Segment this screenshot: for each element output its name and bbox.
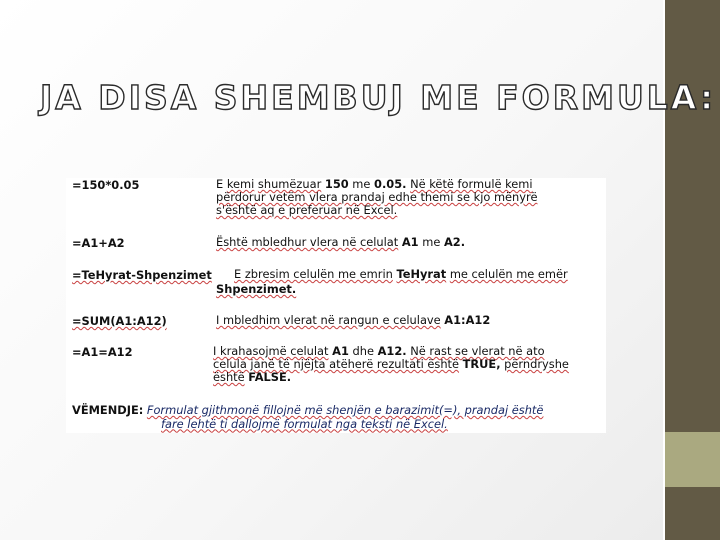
formula-text: =A1+A2	[72, 236, 125, 250]
formula-description: Është mbledhur vlera në celulat A1 me A2.	[216, 235, 466, 249]
formula-text: =150*0.05	[72, 178, 140, 192]
attention-note	[72, 404, 604, 431]
formula-text: =A1=A12	[72, 345, 133, 359]
sidebar-accent-square	[665, 432, 720, 487]
note-line-1: Formulat gjithmonë fillojnë më shenjën e barazimit(=), prandaj është	[146, 403, 544, 417]
formula-text: =TeHyrat-Shpenzimet	[72, 268, 212, 282]
formula-text: =SUM(A1:A12)	[72, 314, 167, 328]
note-label: VËMENDJE:	[72, 403, 144, 417]
formula-description: E zbresim celulën me emrin TeHyrat me celulën me emër	[234, 267, 568, 281]
formula-description: I krahasojmë celulat A1 dhe A12. Në rast se vlerat në ato celula janë të njëjta atëherë rezultati është TRUE, përndryshe është FALSE.	[213, 344, 569, 384]
formula-examples-image	[66, 178, 606, 433]
note-line-2: fare lehtë ti dallojmë formulat nga teksti në Excel.	[161, 416, 448, 431]
formula-description-continued: Shpenzimet.	[216, 282, 297, 296]
formula-description: I mbledhim vlerat në rangun e celulave A1:A12	[216, 313, 491, 327]
formula-description: E kemi shumëzuar 150 me 0.05. Në këtë formulë kemi përdorur vetëm vlera prandaj edhe themi se kjo mënyrë s'është aq e preferuar në Excel.	[216, 177, 538, 217]
slide-title: JA DISA SHEMBUJ ME FORMULA:	[40, 78, 717, 117]
